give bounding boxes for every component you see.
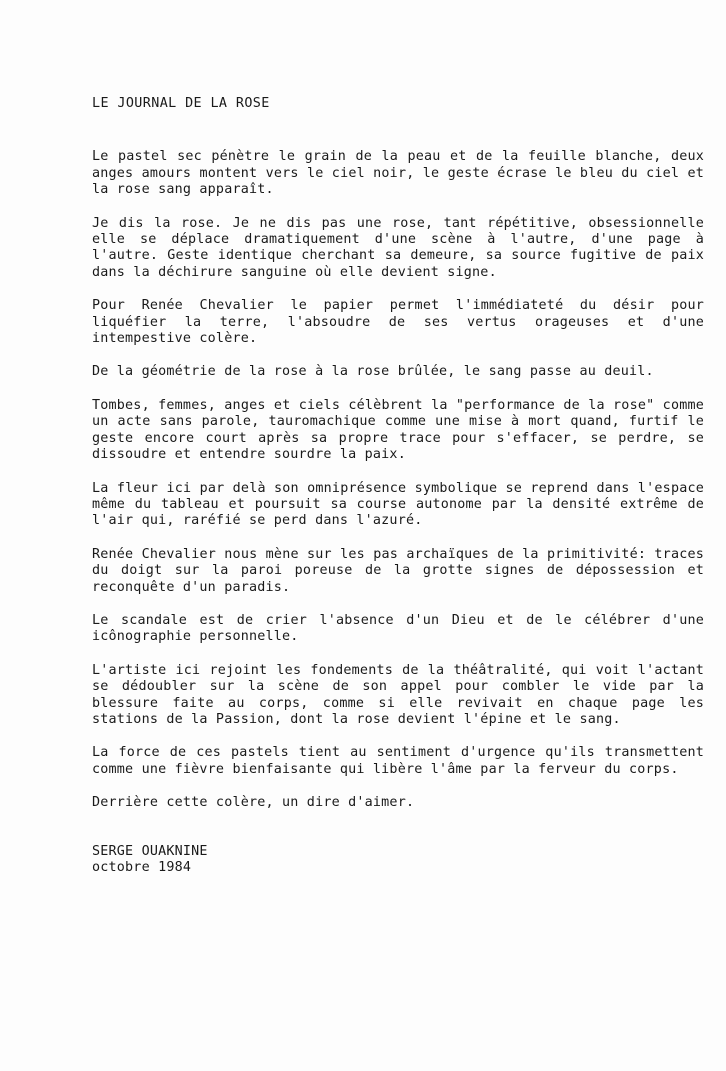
paragraph: L'artiste ici rejoint les fondements de la théâtralité, qui voit l'actant se dédoubler sur la scène de son appel pour combler le vide par la blessure faite au corps, comme si elle revivait en chaque page les stations de la Passion, dont la rose devient l'épine et le sang. <box>92 662 704 727</box>
paragraph: Renée Chevalier nous mène sur les pas archaïques de la primitivité: traces du doigt sur la paroi poreuse de la grotte signes de dépossession et reconquête d'un paradis. <box>92 546 704 595</box>
paragraph: La fleur ici par delà son omniprésence symbolique se reprend dans l'espace même du tableau et poursuit sa course autonome par la densité extrême de l'air qui, raréfié se perd dans l'azuré. <box>92 480 704 529</box>
paragraph: Pour Renée Chevalier le papier permet l'immédiateté du désir pour liquéfier la terre, l'absoudre de ses vertus orageuses et d'une intempestive colère. <box>92 298 704 347</box>
paragraph: De la géométrie de la rose à la rose brûlée, le sang passe au deuil. <box>92 364 654 380</box>
paragraph: Le pastel sec pénètre le grain de la peau et de la feuille blanche, deux anges amours montent vers le ciel noir, le geste écrase le bleu du ciel et la rose sang apparaît. <box>92 149 704 198</box>
author-name: SERGE OUAKNINE <box>92 843 208 859</box>
paragraph: Je dis la rose. Je ne dis pas une rose, tant répétitive, obsessionnelle elle se déplace dramatiquement d'une scène à l'autre, d'une page à l'autre. Geste identique cherchant sa demeure, sa source fugitive de paix dans la déchirure sanguine où elle devient signe. <box>92 215 704 280</box>
document-date: octobre 1984 <box>92 860 192 875</box>
document-title: LE JOURNAL DE LA ROSE <box>92 96 270 111</box>
signature-block <box>92 844 704 877</box>
paragraph: Derrière cette colère, un dire d'aimer. <box>92 795 415 811</box>
paragraph: Le scandale est de crier l'absence d'un Dieu et de le célébrer d'une icônographie personnelle. <box>92 612 704 645</box>
paragraph: La force de ces pastels tient au sentiment d'urgence qu'ils transmettent comme une fièvre bienfaisante qui libère l'âme par la ferveur du corps. <box>92 745 704 777</box>
document-body <box>92 96 704 876</box>
paragraph: Tombes, femmes, anges et ciels célèbrent la "performance de la rose" comme un acte sans parole, tauromachique comme une mise à mort quand, furtif le geste encore court après sa propre trace pour s'effacer, se perdre, se dissoudre et entendre sourdre la paix. <box>92 397 704 463</box>
